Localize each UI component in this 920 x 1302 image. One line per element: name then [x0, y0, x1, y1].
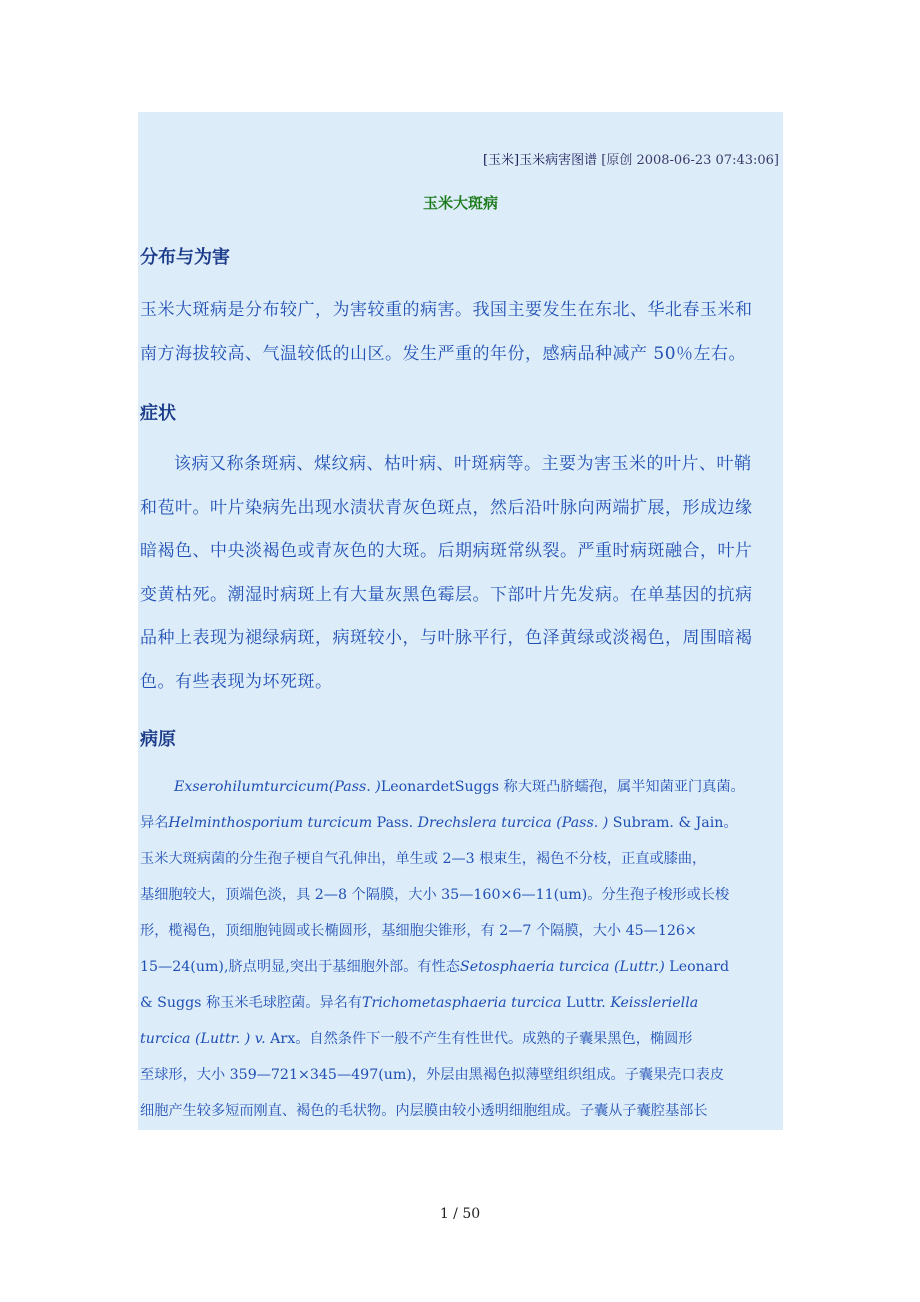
- paragraph-symptoms: [140, 443, 785, 704]
- section-heading-distribution: 分布与为害: [140, 247, 230, 268]
- section-heading-symptoms: 症状: [140, 403, 176, 424]
- text-line: 色。有些表现为坏死斑。: [140, 671, 333, 692]
- article-content: [138, 112, 783, 1130]
- text-line: 形，榄褐色，顶细胞钝圆或长椭圆形，基细胞尖锥形，有 2—7 个隔膜，大小 45—126×: [140, 923, 697, 939]
- text-line: 暗褐色、中央淡褐色或青灰色的大斑。后期病斑常纵裂。严重时病斑融合，叶片: [140, 541, 753, 561]
- text-line: & Suggs 称玉米毛球腔菌。异名有Trichometasphaeria turcica Luttr. Keissleriella: [140, 995, 699, 1011]
- text-line: 南方海拔较高、气温较低的山区。发生严重的年份，感病品种减产 50％左右。: [140, 343, 747, 364]
- text-line: 细胞产生较多短而刚直、褐色的毛状物。内层膜由较小透明细胞组成。子囊从子囊腔基部长: [140, 1103, 708, 1119]
- text-line: 和苞叶。叶片染病先出现水渍状青灰色斑点，然后沿叶脉向两端扩展，形成边缘: [140, 497, 753, 518]
- paragraph-pathogen: [140, 769, 800, 1129]
- article-header: [138, 149, 783, 168]
- text-line: 15—24(um),脐点明显,突出于基细胞外部。有性态Setosphaeria turcica (Luttr.) Leonard: [140, 959, 730, 975]
- text-line: 玉米大斑病菌的分生孢子梗自气孔伸出，单生或 2—3 根束生，褐色不分枝，正直或膝曲，: [140, 851, 707, 867]
- page-number: 1 / 50: [439, 1206, 481, 1222]
- text-line: 变黄枯死。潮湿时病斑上有大量灰黑色霉层。下部叶片先发病。在单基因的抗病: [140, 584, 753, 605]
- paragraph-distribution: [140, 289, 785, 376]
- text-line: 至球形，大小 359—721×345—497(um)，外层由黑褐色拟薄壁组织组成。子囊果壳口表皮: [140, 1067, 725, 1083]
- article-meta: [原创 2008-06-23 07:43:06]: [601, 153, 779, 168]
- document-title: 玉米大斑病: [422, 194, 498, 212]
- text-line: 异名Helminthosporium turcicum Pass. Drechslera turcica (Pass. ) Subram. & Jain。: [140, 815, 738, 831]
- text-line: 品种上表现为褪绿病斑，病斑较小，与叶脉平行，色泽黄绿或淡褐色，周围暗褐: [140, 628, 753, 648]
- text-line: 该病又称条斑病、煤纹病、枯叶病、叶斑病等。主要为害玉米的叶片、叶鞘: [174, 454, 752, 474]
- article-category-title: [玉米]玉米病害图谱: [482, 153, 598, 168]
- text-line: 玉米大斑病是分布较广，为害较重的病害。我国主要发生在东北、华北春玉米和: [140, 300, 753, 320]
- text-line: turcica (Luttr. ) v. Arx。自然条件下一般不产生有性世代。成熟的子囊果黑色，椭圆形: [140, 1031, 693, 1047]
- text-line: Exserohilumturcicum(Pass. )LeonardetSuggs 称大斑凸脐蠕孢，属半知菌亚门真菌。: [174, 779, 745, 795]
- section-heading-pathogen: 病原: [140, 729, 176, 750]
- text-line: 基细胞较大，顶端色淡，具 2—8 个隔膜，大小 35—160×6—11(um)。分生孢子梭形或长梭: [140, 887, 730, 903]
